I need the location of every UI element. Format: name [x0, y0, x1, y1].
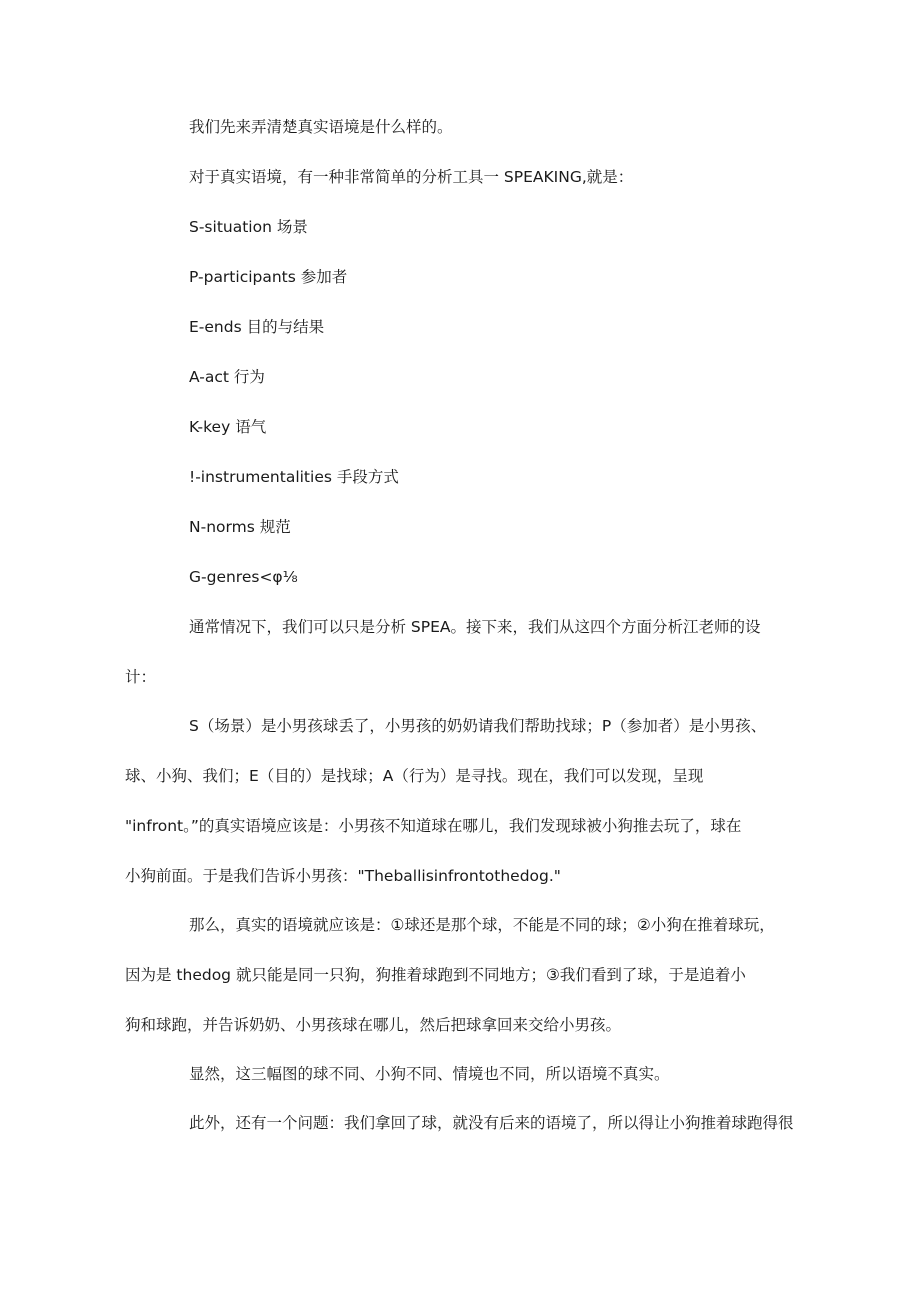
list-item-genres: G-genres<φ⅛: [189, 568, 298, 586]
text-line: 显然，这三幅图的球不同、小狗不同、情境也不同，所以语境不真实。: [189, 1065, 670, 1083]
text-line: 球、小狗、我们；E（目的）是找球；A（行为）是寻找。现在，我们可以发现，呈现: [125, 767, 704, 785]
text-line: S（场景）是小男孩球丢了，小男孩的奶奶请我们帮助找球；P（参加者）是小男孩、: [189, 717, 767, 735]
paragraph-spea-analysis: [125, 701, 767, 901]
paragraph-analysis-intro: [125, 602, 763, 702]
paragraph-intro: 我们先来弄清楚真实语境是什么样的。: [189, 118, 453, 136]
document-body: [125, 112, 794, 1157]
text-line: 那么，真实的语境就应该是：①球还是那个球，不能是不同的球；②小狗在推着球玩，: [189, 916, 775, 934]
list-item-ends: E-ends 目的与结果: [189, 318, 325, 336]
text-line: 通常情况下，我们可以只是分析 SPEA。接下来，我们从这四个方面分析江老师的设: [189, 618, 761, 636]
list-item-instrumentalities: !-instrumentalities 手段方式: [189, 468, 399, 486]
paragraph-further-issue: [157, 1098, 794, 1148]
paragraph-speaking-tool: 对于真实语境，有一种非常简单的分析工具一 SPEAKING,就是：: [189, 168, 634, 186]
text-line: 此外，还有一个问题：我们拿回了球，就没有后来的语境了，所以得让小狗推着球跑得很: [189, 1114, 794, 1132]
list-item-norms: N-norms 规范: [189, 518, 291, 536]
list-item-situation: S-situation 场景: [189, 218, 308, 236]
paragraph-conclusion: [157, 1049, 763, 1099]
text-line: "infront。”的真实语境应该是：小男孩不知道球在哪儿，我们发现球被小狗推去玩了，球在: [125, 817, 742, 835]
list-item-act: A-act 行为: [189, 368, 265, 386]
text-line: 狗和球跑，并告诉奶奶、小男孩球在哪儿，然后把球拿回来交给小男孩。: [125, 1016, 622, 1034]
list-item-key: K-key 语气: [189, 418, 267, 436]
list-item-participants: P-participants 参加者: [189, 268, 348, 286]
text-line: 小狗前面。于是我们告诉小男孩："Theballisinfrontothedog.": [125, 867, 561, 885]
text-line: 计：: [125, 668, 157, 686]
text-line: 因为是 thedog 就只能是同一只狗，狗推着球跑到不同地方；③我们看到了球，于是追着小: [125, 966, 746, 984]
paragraph-real-context: [125, 900, 775, 1050]
